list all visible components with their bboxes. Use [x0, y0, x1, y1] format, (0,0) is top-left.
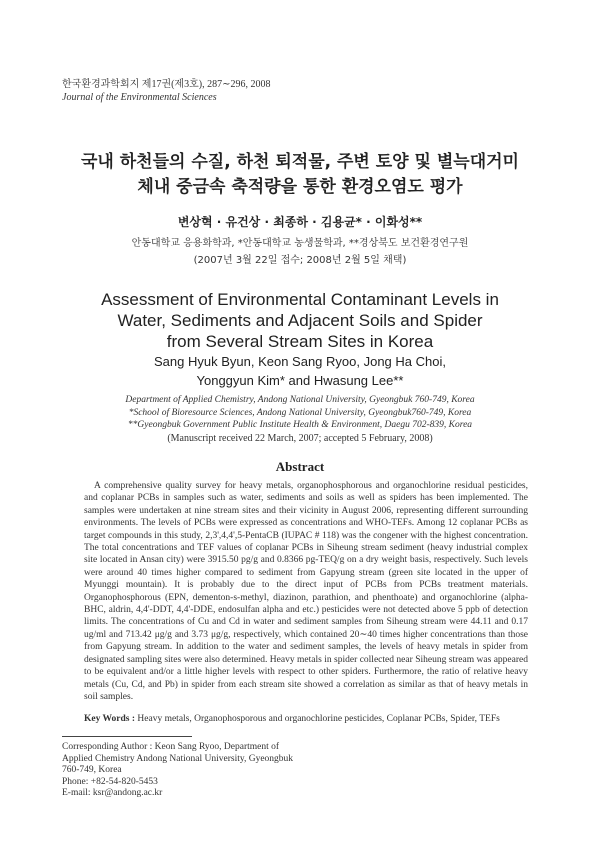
affiliation-line: Department of Applied Chemistry, Andong National University, Gyeongbuk 760-749, Korea	[125, 395, 475, 405]
keywords-text: Heavy metals, Organophosporous and organochlorine pesticides, Coplanar PCBs, Spider, TEFs	[137, 714, 500, 724]
keywords	[84, 714, 534, 724]
footnote-divider	[62, 736, 192, 737]
english-title-line: from Several Stream Sites in Korea	[166, 332, 434, 351]
english-dates: (Manuscript received 22 March, 2007; accepted 5 February, 2008)	[167, 433, 433, 444]
corresponding-line: 760-749, Korea	[62, 765, 122, 776]
corresponding-line: Applied Chemistry Andong National University, Gyeongbuk	[62, 753, 294, 764]
corresponding-line: Corresponding Author : Keon Sang Ryoo, Department of	[62, 742, 280, 752]
korean-authors: 변상혁 · 유건상 · 최종하 · 김용균* · 이화성**	[177, 215, 423, 229]
korean-affiliation: 안동대학교 응용화학과, *안동대학교 농생물학과, **경상북도 보건환경연구원	[131, 238, 469, 249]
affiliation-line: **Gyeongbuk Government Public Institute Health & Environment, Daegu 702-839, Korea	[127, 420, 473, 430]
english-authors	[40, 352, 560, 390]
corresponding-author	[62, 742, 293, 800]
keywords-label: Key Words :	[84, 714, 138, 724]
english-author-line: Sang Hyuk Byun, Keon Sang Ryoo, Jong Ha Choi,	[154, 354, 446, 369]
abstract-text: A comprehensive quality survey for heavy metals, organophosphorous and organochlorine residual pesticides, and coplanar PCBs in samples such as water, sediments and soils as well as spiders has been implemented. The samples were undertaken at nine stream sites and their vicinity in August 2006, representing different surrounding environments. The levels of PCBs were expressed as concentrations and WHO-TEFs. Among 12 coplanar PCBs as target compounds in this study, 2,3',4,4',5-PentaCB (IUPAC # 118) was the congener with the highest concentration. The total concentrations and TEF values of coplanar PCBs in Siheung stream sediment (heavy industrial complex site located in Ansan city) were 3915.50 pg/g and 0.8366 pg-TEQ/g on a dry weight basis, respectively. Such levels were around 40 times higher compared to sediment from Gapyung stream (green site located in the upper of Myunggi mountain). It is probably due to the direct input of PCBs from PCBs treatment materials. Organophosphorous (EPN, dementon-s-methyl, diazinon, parathion, and phenthoate) and organochlorine (alpha-BHC, aldrin, 4,4'-DDT, 4,4'-DDE, endosulfan alpha and etc.) pesticides were not detected above 5 ppb of detection limits. The concentrations of Cu and Cd in water and sediment samples from Siheung stream were 44.11 and 0.17 ug/ml and 713.42 μg/g and 3.73 μg/g, respectively, which contained 20∼40 times higher concentrations than those from Gapyung stream. In addition to the water and sediment samples, the levels of heavy metals in spider from designated sampling sites were also determined. Heavy metals in spider collected near Siheung stream was appeared to be equivalent and/or a little higher levels with respect to other spiders. Furthermore, the ratio of relative heavy metals (Cu, Cd, and Pb) in spider from each stream site showed a correlation as similar as that of heavy metals in soil samples.	[84, 481, 528, 702]
korean-dates: (2007년 3월 22일 접수; 2008년 2월 5일 채택)	[193, 255, 407, 266]
journal-header	[62, 78, 270, 104]
corresponding-phone: Phone: +82-54-820-5453	[62, 776, 158, 787]
journal-citation: 한국환경과학회지 제17권(제3호), 287∼296, 2008	[62, 79, 271, 90]
english-author-line: Yonggyun Kim* and Hwasung Lee**	[196, 373, 404, 388]
english-title	[40, 289, 560, 352]
english-title-line: Assessment of Environmental Contaminant Levels in	[101, 290, 499, 309]
abstract-heading: Abstract	[275, 459, 325, 474]
corresponding-email: E-mail: ksr@andong.ac.kr	[62, 788, 163, 799]
journal-name: Journal of the Environmental Sciences	[62, 92, 217, 103]
english-affiliations	[40, 394, 560, 432]
korean-title-line-2: 체내 중금속 축적량을 통한 환경오염도 평가	[137, 177, 463, 197]
korean-title-line-1: 국내 하천들의 수질, 하천 퇴적물, 주변 토양 및 별늑대거미	[81, 152, 519, 172]
english-title-line: Water, Sediments and Adjacent Soils and Spider	[117, 311, 483, 330]
affiliation-line: *School of Bioresource Sciences, Andong National University, Gyeongbuk760-749, Korea	[128, 407, 472, 418]
